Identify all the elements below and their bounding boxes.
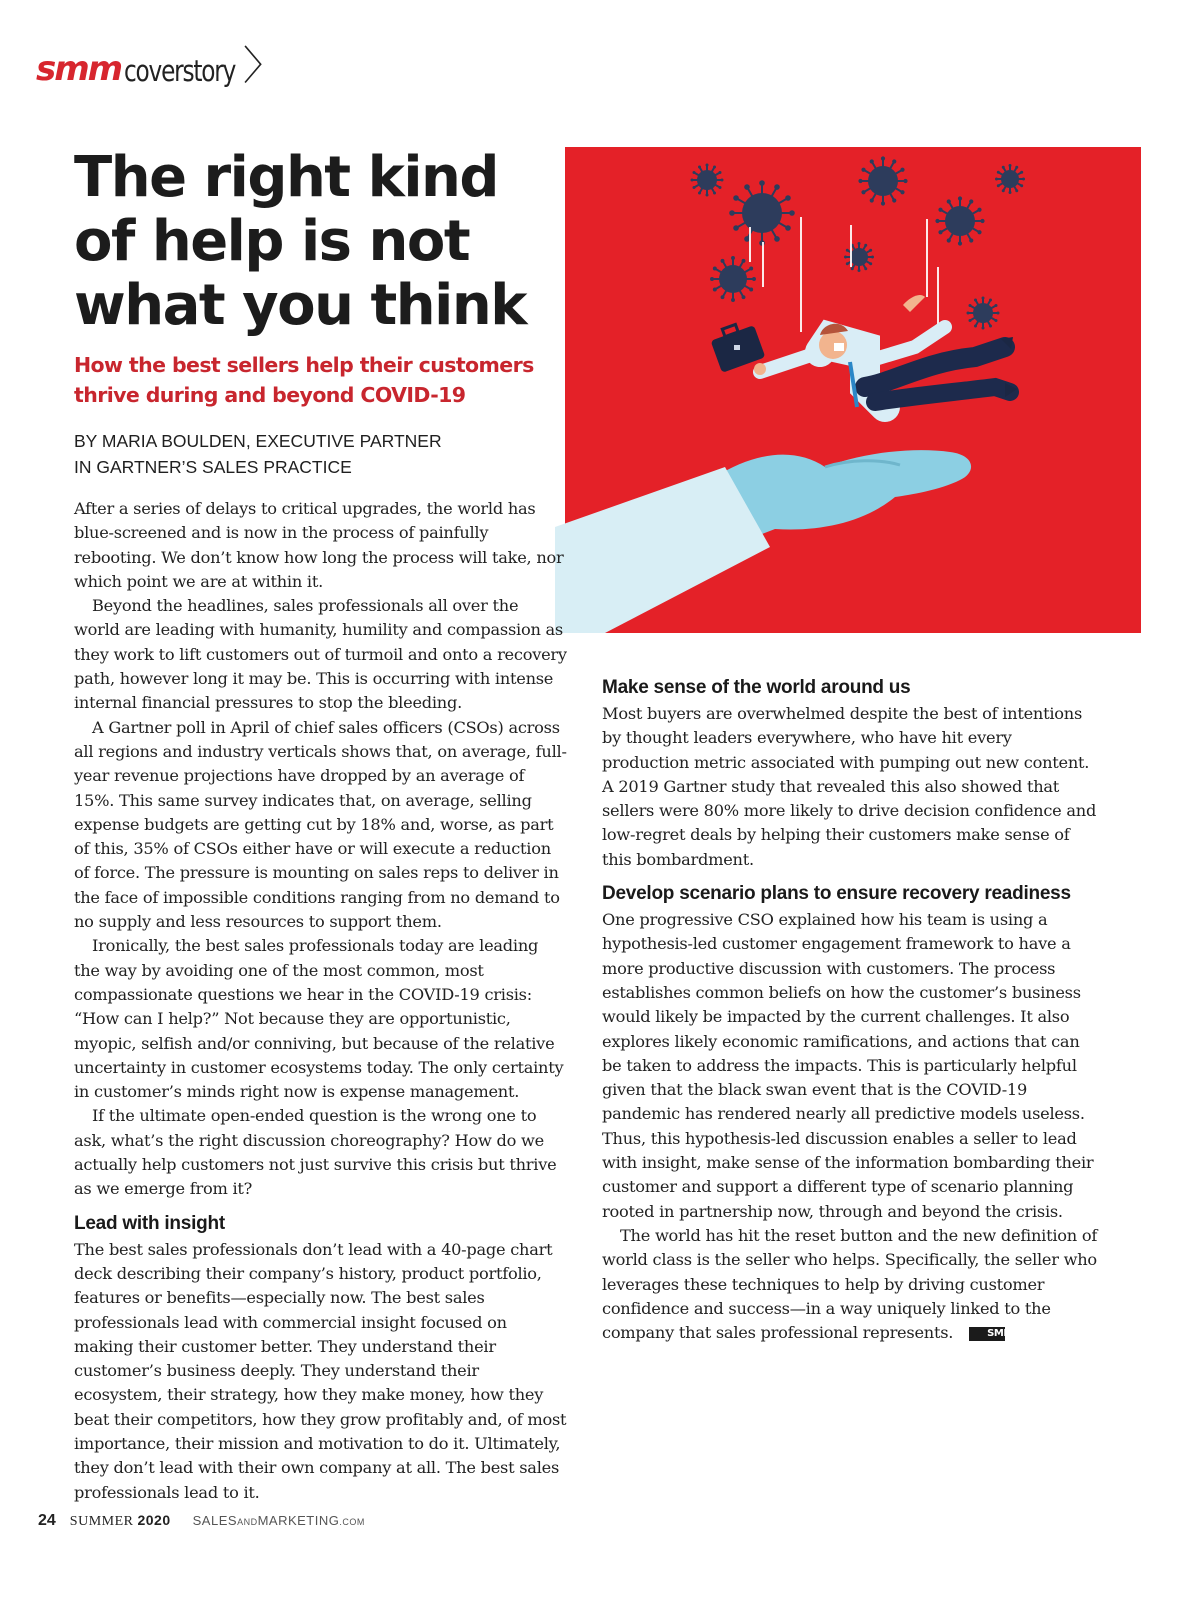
section-1-paragraph: The best sales professionals don’t lead with a 40-page chart deck describing their company’s history, product portfolio, features or benefits—especially now. The best sales professionals lead with commercial insight focused on making their customer better. They understand their customer’s business deeply. They understand their ecosystem, their strategy, how they make money, how they beat their competitors, how they grow profitably and, of most importance, their mission and motivation to do it. Ultimately, they don’t lead with their own company at all. The best sales professionals lead to it. — [74, 1239, 567, 1502]
byline — [74, 428, 544, 480]
masthead — [36, 36, 284, 89]
site-part-3: MARKETING — [257, 1513, 340, 1528]
subhead-make-sense: Make sense of the world around us — [602, 677, 911, 698]
issue-year: 2020 — [137, 1512, 171, 1528]
paragraph-3: A Gartner poll in April of chief sales officers (CSOs) across all regions and industry verticals shows that, on average, full-year revenue projections have dropped by an average of 15%. This same survey indicates that, on average, selling expense budgets are getting cut by 18% and, worse, as part of this, 35% of CSOs either have or will execute a reduction of force. The pressure is mounting on sales reps to deliver in the face of impossible conditions ranging from no demand to no supply and less resources to support them. — [74, 717, 567, 932]
site-url — [193, 1513, 365, 1528]
issue-season: SUMMER — [69, 1514, 134, 1529]
cover-illustration — [565, 147, 1141, 633]
byline-line-2: IN GARTNER’S SALES PRACTICE — [74, 457, 352, 477]
section-3-paragraph-1: One progressive CSO explained how his team is using a hypothesis-led customer engagement framework to have a more productive discussion with customers. The process establishes common beliefs on how the customer’s business would likely be impacted by the current challenges. It also explores likely economic ramifications, and actions that can be taken to address the impacts. This is particularly helpful given that the black swan event that is the COVID-19 pandemic has rendered nearly all predictive models useless. Thus, this hypothesis-led discussion enables a seller to lead with insight, make sense of the information bombarding their customer and support a different type of scenario planning rooted in partnership now, through and beyond the crisis. — [602, 910, 1094, 1221]
site-part-2: AND — [237, 1517, 258, 1527]
section-label: coverstory — [124, 54, 236, 88]
paragraph-2: Beyond the headlines, sales professionals all over the world are leading with humanity, humility and compassion as they work to lift customers out of turmoil and onto a recovery path, however long it may be. This is occurring with intense internal financial pressures to stop the bleeding. — [74, 596, 567, 713]
article-column-left — [74, 497, 568, 1505]
article-deck: How the best sellers help their customers thrive during and beyond COVID-19 — [74, 353, 534, 407]
section-3-paragraph-2 — [602, 1224, 1098, 1345]
byline-line-1: BY MARIA BOULDEN, EXECUTIVE PARTNER — [74, 431, 442, 451]
end-mark-icon: SMM — [969, 1327, 1005, 1341]
issue-date — [70, 1512, 171, 1530]
bracket-icon: 〉 — [243, 43, 284, 89]
page-number: 24 — [38, 1512, 56, 1529]
paragraph-5: If the ultimate open-ended question is the wrong one to ask, what’s the right discussion choreography? How do we actually help customers not just survive this crisis but thrive as we emerge from it? — [74, 1106, 557, 1199]
subhead-lead-with-insight: Lead with insight — [74, 1212, 225, 1234]
paragraph-4: Ironically, the best sales professionals today are leading the way by avoiding one of the most common, most compassionate questions we hear in the COVID-19 crisis: “How can I help?” Not because they are opportunistic, myopic, selfish and/or conniving, but because of the relative uncertainty in customer ecosystems today. The only certainty in customer’s minds right now is expense management. — [74, 936, 564, 1102]
closing-text: The world has hit the reset button and the new definition of world class is the seller who helps. Specifically, the seller who leverages these techniques to help by driving customer confidence and success—in a way uniquely linked to the company that sales professional represents. — [602, 1225, 1098, 1343]
subhead-scenario-plans: Develop scenario plans to ensure recovery readiness — [602, 883, 1071, 905]
article-headline: The right kind of help is not what you think — [74, 145, 526, 338]
falling-businessman-illustration — [565, 147, 1141, 633]
magazine-logo: smm — [36, 49, 122, 89]
page-footer — [38, 1512, 365, 1530]
article-column-right — [602, 666, 1098, 1345]
site-part-4: .COM — [339, 1517, 365, 1527]
section-2-paragraph: Most buyers are overwhelmed despite the best of intentions by thought leaders everywhere, who have hit every production metric associated with pumping out new content. A 2019 Gartner study that revealed this also showed that sellers were 80% more likely to drive decision confidence and low-regret deals by helping their customers make sense of this bombardment. — [602, 704, 1097, 869]
site-part-1: SALES — [192, 1513, 238, 1528]
paragraph-1: After a series of delays to critical upgrades, the world has blue-screened and is now in the process of painfully rebooting. We don’t know how long the process will take, nor which point we are at within it. — [74, 499, 564, 591]
